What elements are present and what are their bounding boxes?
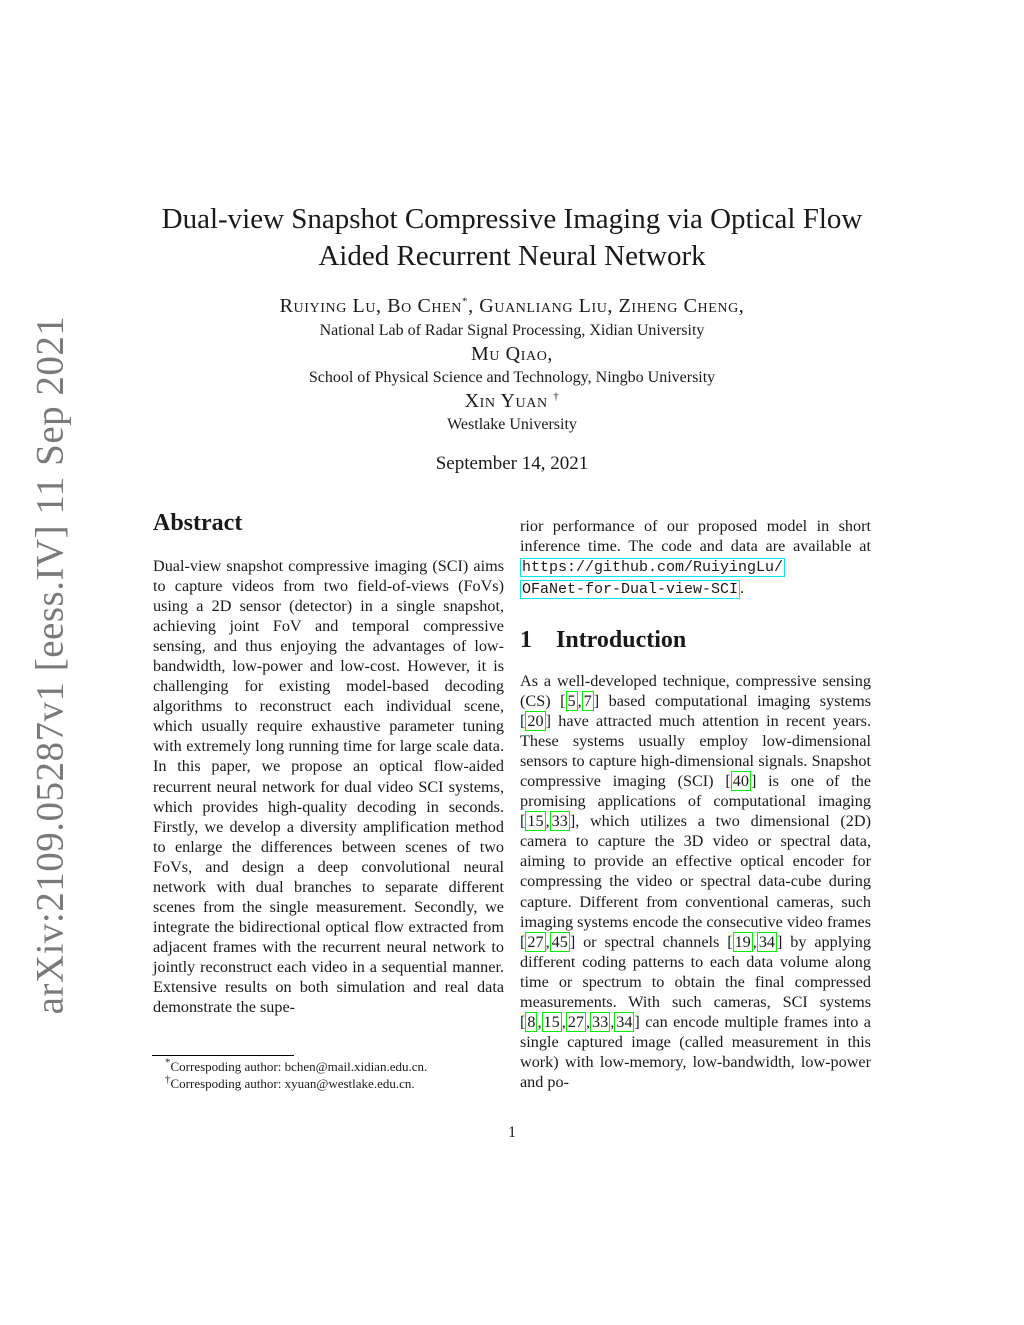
authors-liu-cheng: , Guanliang Liu, Ziheng Cheng, <box>468 295 745 317</box>
citation-link[interactable]: 8 <box>527 1012 536 1031</box>
intro-text: by applying different coding patterns to each data volume along time or spectrum to obtain the final compressed measurements. With such cameras, SCI systems <box>520 932 871 1011</box>
arxiv-identifier: arXiv:2109.05287v1 [eess.IV] 11 Sep 2021 <box>28 315 72 1015</box>
footnotes <box>165 1058 505 1092</box>
footnote-1 <box>165 1058 505 1075</box>
section-title: Introduction <box>556 627 687 653</box>
paper-title <box>100 201 924 275</box>
page-number: 1 <box>508 1124 516 1141</box>
code-url-link-line-1[interactable]: https://github.com/RuiyingLu/ <box>522 559 784 577</box>
abstract-end: . <box>740 579 745 598</box>
intro-text: based computational imaging systems <box>599 692 871 711</box>
citation-link[interactable]: 27 <box>567 1012 584 1031</box>
citation-link[interactable]: 5 <box>567 692 576 711</box>
intro-text: is one of the promising applications of computational imaging <box>520 772 872 811</box>
code-url-link-line-2[interactable]: OFaNet-for-Dual-view-SCI <box>522 581 739 599</box>
introduction-paragraph: As a well-developed technique, compressive sensing (CS) [ 5 , 7 ] based computational imaging systems [ 20 ] have attracted much attention in recent years. These systems usually employ low-dimensional sensors to capture high-dimensional signals. Snapshot compressive imaging (SCI) [ 40 ] is one of the promising applications of computational imaging [ 15 , 33 ], which utilizes a two dimensional (2D) camera to capture the 3D video or spectral data, aiming to provide an effective optical encoder for compressing the video or spectral data-cube during capture. Different from conventional cameras, such imaging systems encode the consecutive video frames [ 27 , 45 ] or spectral channels [ 19 , 34 ] by applying different coding patterns to each data volume along time or spectrum to obtain the final compressed measurements. With such cameras, SCI systems [ 8 , 15 , 27 , 33 , 34 ] can encode multiple frames into a single captured image (called measurement in this work) with low-memory, low-bandwidth, low-power and po- <box>520 672 872 1091</box>
footnote-rule <box>152 1055 294 1056</box>
abstract-heading: Abstract <box>153 510 243 536</box>
title-line-1: Dual-view Snapshot Compressive Imaging via Optical Flow <box>161 203 863 235</box>
intro-text: can encode multiple frames into a single captured image (called measurement in this work) with low-memory, low-bandwidth, low-power and po- <box>520 1012 871 1091</box>
citation-link[interactable]: 33 <box>592 1012 609 1031</box>
authors-line-1 <box>100 295 924 318</box>
author-yuan: Xin Yuan <box>464 390 548 412</box>
arxiv-sidebar-stamp <box>28 315 72 1015</box>
authors-lu-chen: Ruiying Lu, Bo Chen <box>279 295 462 317</box>
intro-text: , which utilizes a two dimensional (2D) camera to capture the 3D video or spectral data, aiming to provide an effective optical encoder for compressing the video or spectral data-cube during capture. Different from conventional cameras, such imaging systems encode the consecutive video frames <box>520 812 871 931</box>
section-number: 1 <box>520 627 532 653</box>
introduction-heading <box>520 627 686 654</box>
footnote-mark-2: † <box>165 1073 171 1086</box>
footnote-text-2: Correspoding author: xyuan@westlake.edu.cn. <box>170 1076 415 1091</box>
abstract-body <box>153 556 504 1017</box>
intro-text: As a well-developed technique, compressive sensing (CS) <box>520 672 871 711</box>
citation-link[interactable]: 19 <box>734 932 751 951</box>
author-yuan-line <box>100 390 924 413</box>
author-qiao: Mu Qiao, <box>470 343 554 365</box>
citation-link[interactable]: 34 <box>758 932 775 951</box>
citation-link[interactable]: 34 <box>616 1012 633 1031</box>
citation-link[interactable]: 7 <box>583 692 592 711</box>
citation-link[interactable]: 20 <box>527 712 544 731</box>
intro-text: or spectral channels <box>575 932 728 951</box>
footnote-2 <box>165 1075 505 1092</box>
affiliation-xidian: National Lab of Radar Signal Processing, Xidian University <box>319 322 705 339</box>
citation-link[interactable]: 27 <box>527 932 544 951</box>
paper-date: September 14, 2021 <box>435 453 589 474</box>
corresponding-mark-2: † <box>553 390 560 403</box>
affiliation-westlake: Westlake University <box>447 416 577 433</box>
citation-link[interactable]: 45 <box>551 932 568 951</box>
footnote-mark-1: * <box>165 1056 171 1069</box>
citation-link[interactable]: 15 <box>543 1012 560 1031</box>
introduction-body <box>520 671 871 1092</box>
affiliation-ningbo: School of Physical Science and Technology, Ningbo University <box>308 369 716 386</box>
abstract-text: Dual-view snapshot compressive imaging (SCI) aims to capture videos from two field-of-views (FoVs) using a 2D sensor (detector) in a single snapshot, achieving joint FoV and temporal compressive sensing, and thus enjoying the advantages of low-bandwidth, low-power and low-cost. However, it is challenging for existing model-based decoding algorithms to reconstruct each individual scene, which usually require exhaustive parameter tuning with extremely long running time for large scale data. In this paper, we propose an optical flow-aided recurrent neural network for dual video SCI systems, which provides high-quality decoding in seconds. Firstly, we develop a diversity amplification method to enlarge the differences between scenes of two FoVs, and design a deep convolutional neural network with dual branches to separate different scenes from the single measurement. Secondly, we integrate the bidirectional optical flow extracted from adjacent frames with the recurrent neural network to jointly reconstruct each video in a sequential manner. Extensive results on both simulation and real data demonstrate the supe- <box>153 557 504 1017</box>
citation-link[interactable]: 33 <box>551 812 568 831</box>
corresponding-mark-1: * <box>462 295 469 308</box>
title-line-2: Aided Recurrent Neural Network <box>318 240 706 272</box>
abstract-continued <box>520 516 871 600</box>
footnote-text-1: Correspoding author: bchen@mail.xidian.edu.cn. <box>170 1059 428 1074</box>
citation-link[interactable]: 40 <box>732 772 749 791</box>
citation-link[interactable]: 15 <box>527 812 544 831</box>
abstract-continued-text: rior performance of our proposed model in short inference time. The code and data are available at <box>520 517 871 556</box>
intro-text: have attracted much attention in recent years. These systems usually employ low-dimensional sensors to capture high-dimensional signals. Snapshot compressive imaging (SCI) <box>520 712 871 791</box>
